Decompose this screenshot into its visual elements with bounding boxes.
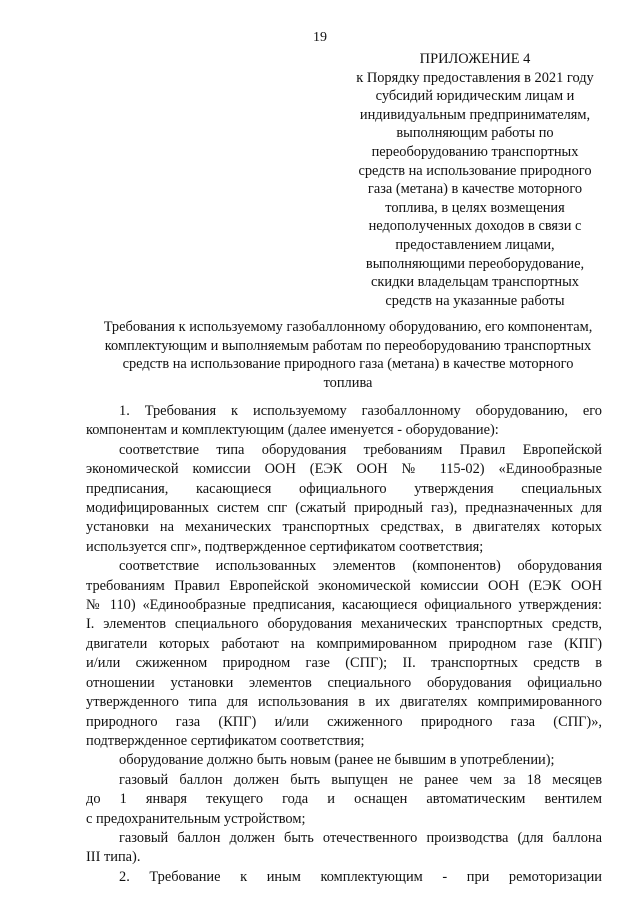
title-line: Требования к используемому газобаллонному оборудованию, его компонентам, [103, 319, 593, 335]
text-line: модифицированных систем спг (сжатый природный газ), предназначенных для [86, 500, 602, 517]
appendix-line: переоборудованию транспортных [371, 143, 579, 160]
appendix-header [330, 50, 620, 310]
text-line: I. элементов специального оборудования механических транспортных средств, [86, 616, 602, 633]
appendix-line: к Порядку предоставления в 2021 году [356, 69, 594, 86]
text-line: оборудование должно быть новым (ранее не бывшим в употреблении); [119, 752, 555, 769]
text-line: природного газа (КПГ) и/или сжиженного природного газа (СПГ)», [86, 713, 602, 730]
text-line: соответствие использованных элементов (компонентов) оборудования [119, 558, 602, 575]
text-line: 1. Требования к используемому газобаллонному оборудованию, его [119, 403, 602, 419]
text-line: до 1 января текущего года и оснащен автоматическим вентилем [86, 791, 602, 808]
appendix-line: скидки владельцам транспортных [370, 274, 579, 291]
text-line: № 110) «Единообразные предписания, касающиеся официального утверждения: [86, 597, 602, 614]
paragraph-other-components [86, 868, 602, 887]
paragraph-gas-cylinder-date [86, 771, 602, 829]
appendix-line: газа (метана) в качестве моторного [367, 181, 583, 198]
text-line: соответствие типа оборудования требованиям Правил Европейской [119, 441, 602, 458]
paragraph-new-equipment [86, 751, 602, 770]
text-line: подтвержденное сертификатом соответствия; [86, 732, 365, 749]
appendix-title: ПРИЛОЖЕНИЕ 4 [419, 51, 531, 67]
text-line: установки на механических транспортных средствах, в двигателях которых [86, 519, 602, 536]
title-line: комплектующим и выполняемым работам по переоборудованию транспортных [104, 337, 592, 354]
paragraph-gas-cylinder-origin [86, 829, 602, 868]
appendix-line: индивидуальным предпринимателям, [359, 106, 591, 123]
text-line: экономической комиссии ООН (ЕЭК ООН № 115-02) «Единообразные [86, 461, 602, 478]
text-line: газовый баллон должен быть выпущен не ранее чем за 18 месяцев [119, 771, 602, 788]
document-title [78, 318, 618, 392]
appendix-line: недополученных доходов в связи с [368, 218, 582, 235]
appendix-line: топлива, в целях возмещения [385, 199, 565, 216]
text-line: требованиям Правил Европейской экономической комиссии ООН (ЕЭК ООН [86, 577, 602, 594]
text-line: III типа). [86, 849, 141, 866]
text-line: компонентам и комплектующим (далее именуется - оборудование): [86, 422, 499, 439]
text-line: и/или сжиженном природном газе (СПГ); II. транспортных средств в [86, 655, 602, 672]
appendix-line: выполняющим работы по [396, 125, 554, 142]
text-line: утвержденного типа для использования в их двигателях компримированного [86, 694, 602, 711]
title-line: средств на использование природного газа (метана) в качестве моторного [122, 356, 574, 373]
paragraph-requirements-intro [86, 402, 602, 441]
title-line: топлива [323, 374, 373, 391]
appendix-line: субсидий юридическим лицам и [375, 88, 575, 105]
appendix-line: средств на указанные работы [385, 292, 565, 309]
text-line: двигатели которых работают на компримированном природном газе (КПГ) [86, 635, 602, 652]
appendix-line: выполняющими переоборудование, [365, 255, 585, 272]
text-line: 2. Требование к иным комплектующим - при ремоторизации [119, 868, 602, 885]
appendix-line: средств на использование природного [358, 162, 592, 179]
text-line: предписания, касающиеся официального утверждения специальных [86, 480, 602, 497]
text-line: газовый баллон должен быть отечественного производства (для баллона [119, 829, 602, 846]
text-line: с предохранительным устройством; [86, 810, 306, 827]
document-body [86, 402, 602, 887]
paragraph-components-conformity [86, 557, 602, 751]
appendix-line: предоставлением лицами, [395, 236, 555, 253]
paragraph-type-conformity [86, 441, 602, 557]
text-line: используется спг», подтвержденное сертификатом соответствия; [86, 538, 484, 555]
page-number: 19 [313, 30, 327, 45]
text-line: отношении установки элементов специального оборудования официально [86, 674, 602, 691]
